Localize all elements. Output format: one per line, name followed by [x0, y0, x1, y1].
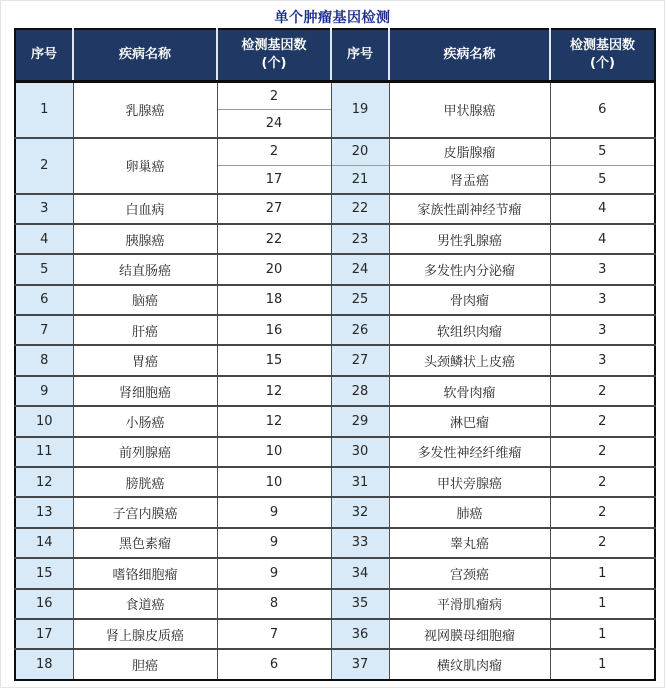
table-row: [15, 376, 655, 406]
table-row: [15, 497, 655, 527]
gene-count-cell: 4: [550, 194, 655, 224]
header-genes-left-line1: 检测基因数: [241, 38, 307, 54]
disease-cell: 甲状腺癌: [389, 82, 550, 138]
serial-cell: 29: [331, 406, 389, 436]
header-genes-left: [217, 29, 331, 82]
disease-cell: 睾丸癌: [389, 528, 550, 558]
disease-cell: 结直肠癌: [73, 254, 217, 284]
gene-count-cell: 2: [217, 82, 331, 110]
table-row: [15, 589, 655, 619]
disease-cell: 脑癌: [73, 285, 217, 315]
gene-count-cell: 10: [217, 467, 331, 497]
serial-cell: 7: [15, 315, 73, 345]
serial-cell: 22: [331, 194, 389, 224]
serial-cell: 35: [331, 589, 389, 619]
disease-cell: 肾盂癌: [389, 166, 550, 194]
gene-count-cell: 8: [217, 589, 331, 619]
gene-count-cell: 2: [550, 406, 655, 436]
disease-cell: 膀胱癌: [73, 467, 217, 497]
gene-count-cell: 10: [217, 437, 331, 467]
gene-count-cell: 12: [217, 406, 331, 436]
gene-count-cell: 2: [550, 437, 655, 467]
gene-count-cell: 2: [550, 376, 655, 406]
gene-count-cell: 2: [217, 138, 331, 166]
table-row: [15, 406, 655, 436]
disease-cell: 宫颈癌: [389, 558, 550, 588]
serial-cell: 25: [331, 285, 389, 315]
table-row: [15, 254, 655, 284]
table-row: [15, 224, 655, 254]
serial-cell: 18: [15, 649, 73, 679]
disease-cell: 男性乳腺癌: [389, 224, 550, 254]
disease-cell: 乳腺癌: [73, 82, 217, 138]
disease-cell: 子宫内膜癌: [73, 497, 217, 527]
gene-count-cell: 3: [550, 254, 655, 284]
disease-cell: 肾细胞癌: [73, 376, 217, 406]
table-row: [15, 138, 655, 166]
serial-cell: 8: [15, 345, 73, 375]
table-row: [15, 82, 655, 110]
disease-cell: 骨肉瘤: [389, 285, 550, 315]
header-disease-left: 疾病名称: [73, 29, 217, 82]
serial-cell: 2: [15, 138, 73, 194]
serial-cell: 20: [331, 138, 389, 166]
gene-count-cell: 7: [217, 619, 331, 649]
gene-count-cell: 2: [550, 497, 655, 527]
gene-count-cell: 4: [550, 224, 655, 254]
table-row: [15, 315, 655, 345]
serial-cell: 30: [331, 437, 389, 467]
serial-cell: 3: [15, 194, 73, 224]
gene-count-cell: 3: [550, 285, 655, 315]
gene-count-cell: 2: [550, 467, 655, 497]
gene-count-cell: 20: [217, 254, 331, 284]
serial-cell: 1: [15, 82, 73, 138]
table-row: [15, 285, 655, 315]
gene-count-cell: 17: [217, 166, 331, 194]
header-genes-right: [550, 29, 655, 82]
table-row: [15, 467, 655, 497]
disease-cell: 淋巴瘤: [389, 406, 550, 436]
header-genes-right-line1: 检测基因数: [569, 38, 635, 54]
disease-cell: 横纹肌肉瘤: [389, 649, 550, 679]
serial-cell: 23: [331, 224, 389, 254]
disease-cell: 嗜铬细胞瘤: [73, 558, 217, 588]
serial-cell: 28: [331, 376, 389, 406]
disease-cell: 视网膜母细胞瘤: [389, 619, 550, 649]
table-row: [15, 194, 655, 224]
table-row: [15, 437, 655, 467]
gene-count-cell: 18: [217, 285, 331, 315]
gene-count-cell: 1: [550, 619, 655, 649]
gene-count-cell: 1: [550, 589, 655, 619]
serial-cell: 31: [331, 467, 389, 497]
gene-count-cell: 22: [217, 224, 331, 254]
serial-cell: 27: [331, 345, 389, 375]
serial-cell: 11: [15, 437, 73, 467]
serial-cell: 6: [15, 285, 73, 315]
header-serial-left: 序号: [15, 29, 73, 82]
gene-count-cell: 9: [217, 497, 331, 527]
serial-cell: 17: [15, 619, 73, 649]
disease-cell: 家族性副神经节瘤: [389, 194, 550, 224]
disease-cell: 多发性内分泌瘤: [389, 254, 550, 284]
serial-cell: 32: [331, 497, 389, 527]
table-row: [15, 345, 655, 375]
header-genes-right-line2: (个): [590, 56, 615, 71]
gene-count-cell: 3: [550, 315, 655, 345]
serial-cell: 36: [331, 619, 389, 649]
serial-cell: 10: [15, 406, 73, 436]
disease-cell: 肺癌: [389, 497, 550, 527]
serial-cell: 21: [331, 166, 389, 194]
serial-cell: 37: [331, 649, 389, 679]
disease-cell: 食道癌: [73, 589, 217, 619]
serial-cell: 14: [15, 528, 73, 558]
disease-cell: 黑色素瘤: [73, 528, 217, 558]
disease-cell: 皮脂腺瘤: [389, 138, 550, 166]
serial-cell: 33: [331, 528, 389, 558]
gene-count-cell: 9: [217, 528, 331, 558]
gene-count-cell: 5: [550, 138, 655, 166]
serial-cell: 24: [331, 254, 389, 284]
disease-cell: 胃癌: [73, 345, 217, 375]
serial-cell: 13: [15, 497, 73, 527]
gene-count-cell: 27: [217, 194, 331, 224]
disease-cell: 多发性神经纤维瘤: [389, 437, 550, 467]
header-genes-left-line2: (个): [261, 56, 287, 71]
table-row: [15, 649, 655, 679]
disease-cell: 肝癌: [73, 315, 217, 345]
table-row: [15, 528, 655, 558]
gene-count-cell: 3: [550, 345, 655, 375]
serial-cell: 4: [15, 224, 73, 254]
disease-cell: 胰腺癌: [73, 224, 217, 254]
serial-cell: 19: [331, 82, 389, 138]
table-row: [15, 558, 655, 588]
page-title: 单个肿瘤基因检测: [274, 10, 391, 26]
gene-count-cell: 16: [217, 315, 331, 345]
serial-cell: 5: [15, 254, 73, 284]
disease-cell: 软骨肉瘤: [389, 376, 550, 406]
gene-count-cell: 5: [550, 166, 655, 194]
disease-cell: 前列腺癌: [73, 437, 217, 467]
disease-cell: 小肠癌: [73, 406, 217, 436]
serial-cell: 26: [331, 315, 389, 345]
gene-count-cell: 15: [217, 345, 331, 375]
serial-cell: 9: [15, 376, 73, 406]
disease-cell: 肾上腺皮质癌: [73, 619, 217, 649]
header-serial-right: 序号: [331, 29, 389, 82]
serial-cell: 34: [331, 558, 389, 588]
gene-count-cell: 6: [550, 82, 655, 138]
disease-cell: 甲状旁腺癌: [389, 467, 550, 497]
gene-count-cell: 1: [550, 649, 655, 679]
table-header-row: [15, 29, 655, 82]
serial-cell: 16: [15, 589, 73, 619]
disease-cell: 头颈鳞状上皮癌: [389, 345, 550, 375]
gene-count-cell: 24: [217, 110, 331, 138]
disease-cell: 白血病: [73, 194, 217, 224]
serial-cell: 12: [15, 467, 73, 497]
gene-detection-table: [14, 28, 656, 681]
gene-count-cell: 9: [217, 558, 331, 588]
disease-cell: 卵巢癌: [73, 138, 217, 194]
gene-count-cell: 1: [550, 558, 655, 588]
disease-cell: 软组织肉瘤: [389, 315, 550, 345]
gene-count-cell: 2: [550, 528, 655, 558]
header-disease-right: 疾病名称: [389, 29, 550, 82]
table-row: [15, 619, 655, 649]
gene-count-cell: 12: [217, 376, 331, 406]
disease-cell: 平滑肌瘤病: [389, 589, 550, 619]
gene-count-cell: 6: [217, 649, 331, 679]
serial-cell: 15: [15, 558, 73, 588]
disease-cell: 胆癌: [73, 649, 217, 679]
